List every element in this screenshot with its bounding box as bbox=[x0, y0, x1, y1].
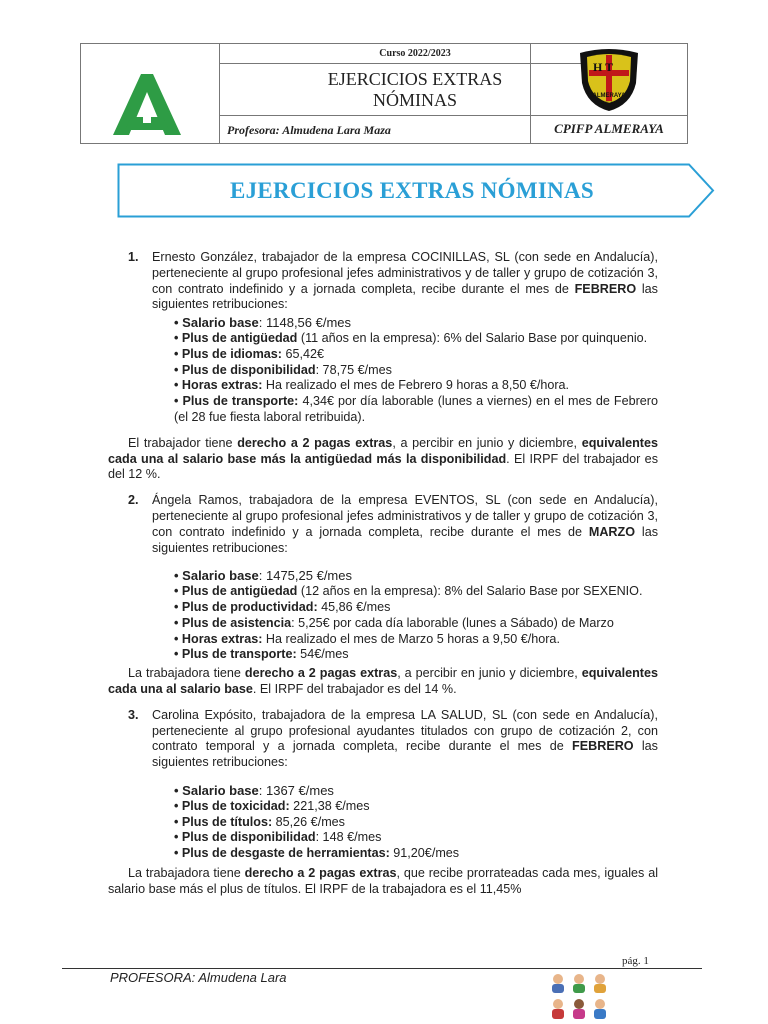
exercise-3 bbox=[108, 708, 658, 771]
exercise-intro-end: las siguientes retribuciones: bbox=[152, 739, 658, 770]
junta-andalucia-logo-cell bbox=[81, 44, 220, 143]
list-item: • Plus de desgaste de herramientas: 91,20€/mes bbox=[174, 846, 460, 861]
list-item: • Plus de títulos: 85,26 €/mes bbox=[174, 814, 345, 829]
exercise-month: FEBRERO bbox=[574, 281, 637, 296]
list-item: • Salario base: 1475,25 €/mes bbox=[174, 568, 352, 584]
exercise-number: 2. bbox=[128, 493, 139, 508]
exercise-month: MARZO bbox=[588, 524, 636, 539]
people-icon bbox=[546, 970, 618, 1022]
list-item: • Plus de toxicidad: 221,38 €/mes bbox=[174, 798, 370, 813]
shield-letters: H T bbox=[593, 60, 614, 74]
page-number: pág. 1 bbox=[622, 955, 649, 967]
course-label: Curso 2022/2023 bbox=[219, 44, 611, 64]
exercise-intro: Ángela Ramos, trabajadora de la empresa EVENTOS, SL (con sede en Andalucía), perteneciente al grupo profesional jefes administrativos y de taller y grupo de cotización 3, con contrato indefinido y a jornada completa, recibe durante el mes de bbox=[152, 493, 658, 539]
exercise-intro-end: las siguientes retribuciones: bbox=[152, 281, 658, 312]
exercise-number: 3. bbox=[128, 707, 139, 722]
school-shield-cell bbox=[531, 43, 688, 116]
exercise-intro: Carolina Expósito, trabajadora de la empresa LA SALUD, SL (con sede en Andalucía), perteneciente al grupo profesional ayudantes titulados con grupo de cotización 2, con contrato temporal y a jornada completa, recibe durante el mes de bbox=[152, 707, 658, 754]
list-item: • Horas extras: Ha realizado el mes de Marzo 5 horas a 9,50 €/hora. bbox=[174, 631, 560, 646]
list-item: • Plus de transporte: 54€/mes bbox=[174, 647, 349, 662]
shield-name: ALMERAYA bbox=[592, 93, 626, 99]
list-item: • Salario base: 1367 €/mes bbox=[174, 782, 334, 798]
exercise-intro: Ernesto González, trabajador de la empresa COCINILLAS, SL (con sede en Andalucía), perteneciente al grupo profesional jefes administrativos y de taller y grupo de cotización 3, con contrato indefinido y a jornada completa, recibe durante el mes de bbox=[152, 250, 658, 296]
list-item: • Plus de antigüedad (11 años en la empresa): 6% del Salario Base por quinquenio. bbox=[174, 330, 648, 345]
exercise-intro-end: las siguientes retribuciones: bbox=[152, 524, 658, 555]
title-line-1: EJERCICIOS EXTRAS bbox=[327, 69, 503, 89]
list-item: • Plus de idiomas: 65,42€ bbox=[174, 346, 325, 361]
footer-teacher: PROFESORA: Almudena Lara bbox=[110, 970, 287, 985]
footer-divider bbox=[62, 968, 702, 969]
exercise-number: 1. bbox=[128, 250, 139, 264]
school-name: CPIFP ALMERAYA bbox=[554, 121, 664, 136]
list-item: • Plus de productividad: 45,86 €/mes bbox=[174, 599, 391, 614]
list-item: • Horas extras: Ha realizado el mes de Febrero 9 horas a 8,50 €/hora. bbox=[174, 378, 570, 393]
andalucia-logo-icon bbox=[81, 44, 219, 143]
exercise-closing: El trabajador tiene derecho a 2 pagas extras, a percibir en junio y diciembre, equivalentes cada una al salario base más la antigüedad más la disponibilidad. El IRPF del trabajador es del 12 %. bbox=[108, 435, 658, 482]
title-line-2: NÓMINAS bbox=[372, 90, 457, 110]
list-item: • Plus de antigüedad (12 años en la empresa): 8% del Salario Base por SEXENIO. bbox=[174, 584, 643, 599]
exercise-month: FEBRERO bbox=[572, 739, 634, 754]
retribution-list bbox=[174, 568, 658, 663]
list-item: • Plus de asistencia: 5,25€ por cada día laborable (lunes a Sábado) de Marzo bbox=[174, 615, 614, 630]
exercise-1 bbox=[108, 250, 658, 313]
exercise-closing: La trabajadora tiene derecho a 2 pagas extras, que recibe prorrateadas cada mes, iguales al salario base más el plus de títulos. El IRPF de la trabajadora es el 11,45% bbox=[108, 865, 658, 896]
list-item: • Plus de transporte: 4,34€ por día laborable (lunes a viernes) en el mes de Febrero (el 28 fue fiesta laboral retribuida). bbox=[174, 394, 658, 424]
shield-sub: C.P.I.F.P. bbox=[601, 100, 617, 105]
school-shield-icon bbox=[531, 43, 688, 115]
exercises-list bbox=[108, 250, 658, 897]
retribution-list bbox=[174, 783, 658, 862]
exercise-2 bbox=[108, 493, 658, 556]
list-item: • Plus de disponibilidad: 78,75 €/mes bbox=[174, 362, 392, 377]
list-item: • Salario base: 1148,56 €/mes bbox=[174, 315, 352, 331]
banner-title: EJERCICIOS EXTRAS NÓMINAS bbox=[229, 178, 595, 203]
teacher-label: Profesora: Almudena Lara Maza bbox=[227, 123, 391, 137]
list-item: • Plus de disponibilidad: 148 €/mes bbox=[174, 830, 382, 845]
retribution-list bbox=[174, 315, 658, 426]
exercise-closing: La trabajadora tiene derecho a 2 pagas extras, a percibir en junio y diciembre, equivalentes cada una al salario base. El IRPF del trabajador es del 14 %. bbox=[108, 666, 658, 696]
